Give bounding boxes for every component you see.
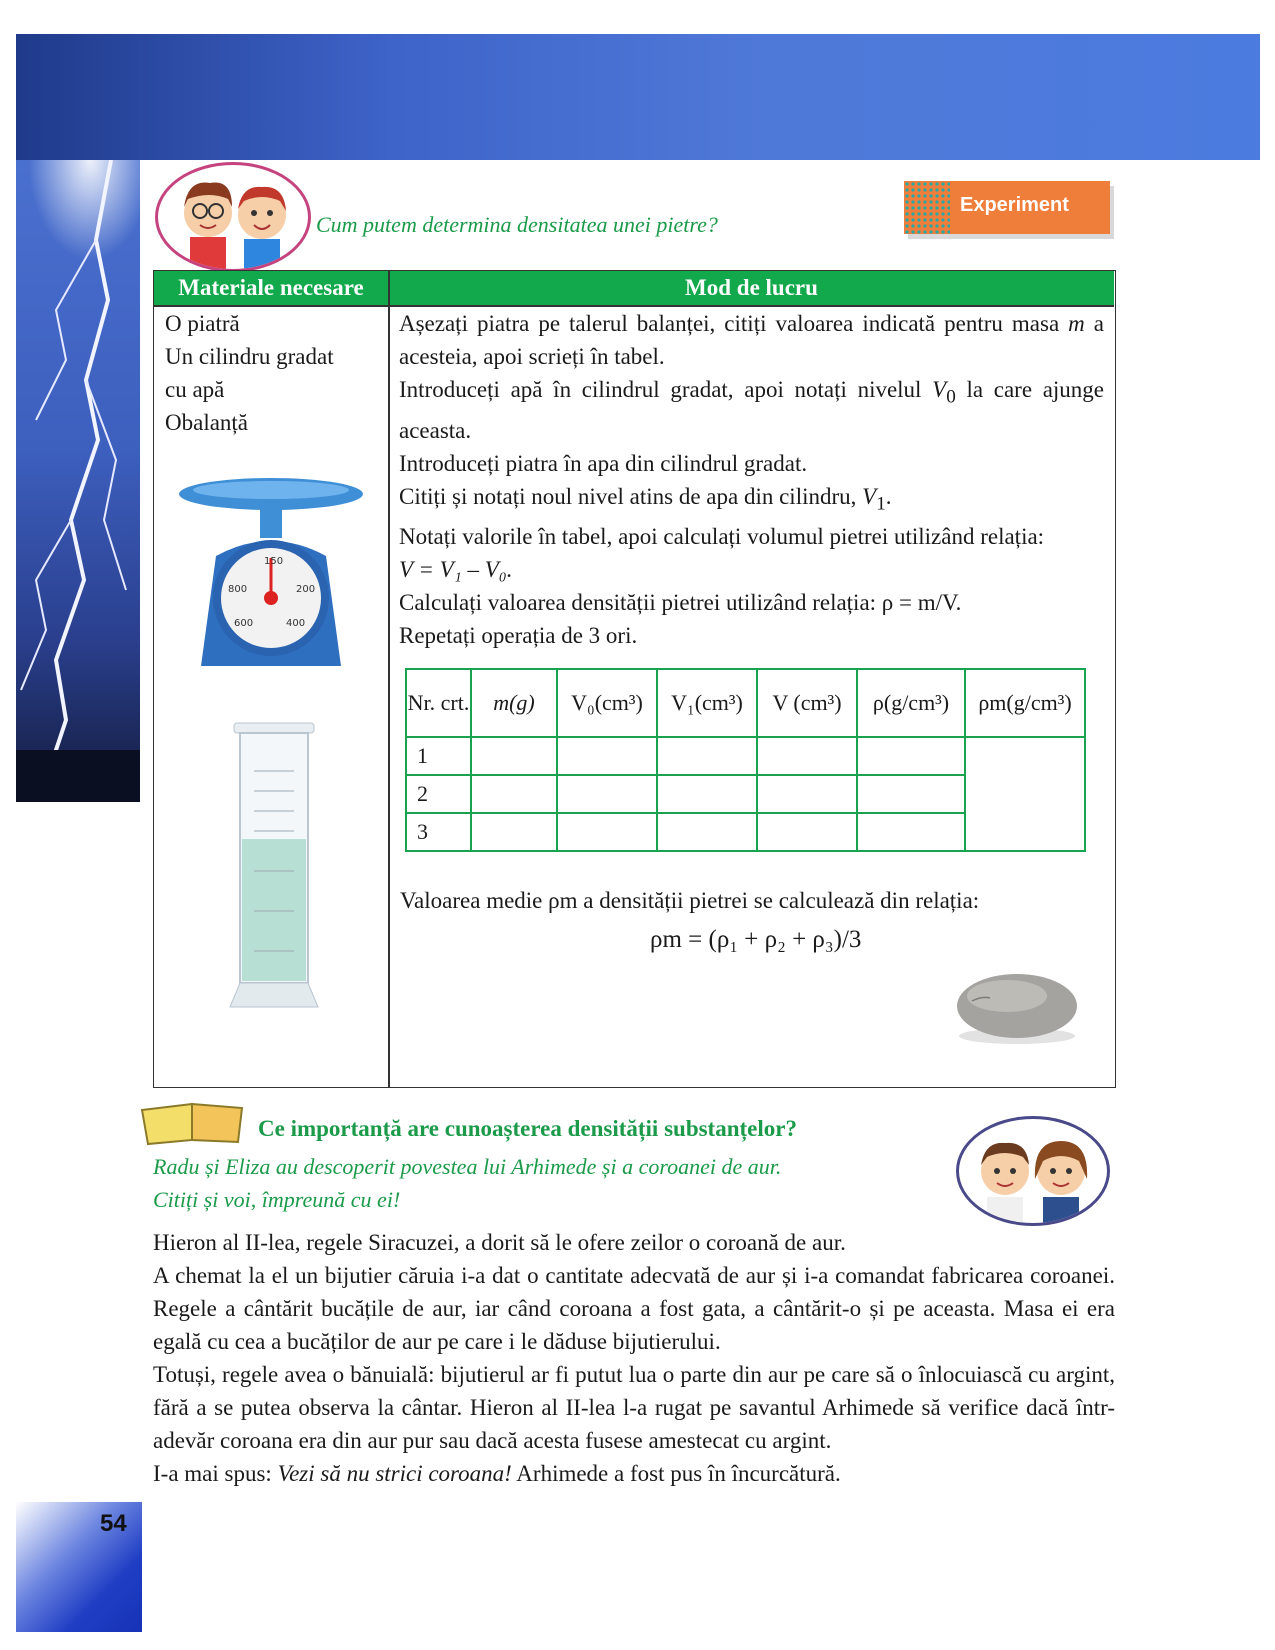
cell-empty[interactable] (857, 775, 965, 813)
story-p4-tail: Arhimede a fost pus în încurcătură. (516, 1461, 841, 1486)
step-7: Repetați operația de 3 ori. (399, 623, 638, 649)
material-item: cu apă (165, 377, 225, 402)
cell-empty[interactable] (557, 775, 657, 813)
row-number: 1 (406, 737, 471, 775)
table-row (406, 737, 1085, 775)
material-item: Un cilindru gradat (165, 344, 334, 369)
step-2b: la care ajunge aceasta. (399, 377, 1105, 443)
story-paragraph: A chemat la el un bijutier căruia i-a dat o cantitate adecvată de aur și i-a comandat fabricarea coroanei. Regele a cântărit bucățile de aur, iar când coroana a fost gata, a cântărit-o și pe aceasta. Masa ei era egală cu cea a bucăților de aur pe care i le dăduse bijutierului. (153, 1263, 1115, 1354)
cell-empty[interactable] (657, 737, 757, 775)
header-banner (16, 34, 1260, 160)
story-p4-lead: I-a mai spus: (153, 1461, 272, 1486)
step-1a: Așezați piatra pe talerul balanței, citiți valoarea indicată pentru masa (399, 311, 1060, 336)
cell-empty[interactable] (757, 737, 857, 775)
step-5-formula: V = V₁ – V₀. (399, 557, 513, 583)
cell-empty[interactable] (471, 813, 557, 851)
cell-empty[interactable] (557, 737, 657, 775)
lightning-icon (16, 160, 140, 802)
story-paragraph: Hieron al II-lea, regele Siracuzei, a dorit să le ofere zeilor o coroană de aur. (153, 1230, 846, 1255)
story-paragraph: Totuși, regele avea o bănuială: bijutierul ar fi putut lua o parte din aur pe care să o înlocuiască cu argint, fără a se putea observa la cântar. Hieron al II-lea l-a rugat pe savantul Arhimede să verifice dacă într-adevăr coroana era din aur pur sau dacă acesta fusese amestecat cu argint. (153, 1362, 1115, 1453)
intro-line-1: Radu și Eliza au descoperit povestea lui Arhimede și a coroanei de aur. (153, 1154, 782, 1179)
kids-illustration (155, 162, 311, 272)
cell-empty[interactable] (857, 737, 965, 775)
step-4: Citiți și notați noul nivel atins de apa din cilindru, (399, 483, 857, 509)
materials-header: Materiale necesare (154, 271, 388, 305)
intro-line-2: Citiți și voi, împreună cu ei! (153, 1187, 401, 1212)
material-item: O piatră (165, 311, 240, 336)
cell-empty[interactable] (557, 813, 657, 851)
scale-label: 800 (228, 584, 248, 595)
scale-label: 200 (296, 584, 316, 595)
section-question: Ce importanță are cunoașterea densității substanțelor? (258, 1116, 797, 1141)
cell-empty[interactable] (471, 737, 557, 775)
average-formula: ρm = (ρ₁ + ρ₂ + ρ₃)/3 (650, 926, 862, 953)
column-divider (388, 271, 390, 1087)
experiment-badge-label: Experiment (960, 194, 1069, 216)
col-v: V (cm³) (757, 669, 857, 737)
side-banner-lightning (16, 160, 140, 802)
col-rho: ρ(g/cm³) (857, 669, 965, 737)
cell-empty[interactable] (757, 775, 857, 813)
book-icon (138, 1100, 248, 1146)
story-text (153, 1226, 1115, 1490)
cell-empty[interactable] (471, 775, 557, 813)
col-mass: m(g) (471, 669, 557, 737)
cell-empty[interactable] (657, 775, 757, 813)
page-number: 54 (100, 1510, 127, 1537)
stone-icon (952, 966, 1082, 1046)
graduated-cylinder-icon (224, 721, 324, 1021)
step-1b: a acesteia, apoi scrieți în tabel. (399, 311, 1104, 369)
col-rho-mean: ρm(g/cm³) (965, 669, 1085, 737)
col-v0: V₀(cm³) (557, 669, 657, 737)
cell-mean[interactable] (965, 737, 1085, 851)
procedure-header: Mod de lucru (389, 271, 1114, 305)
average-description: Valoarea medie ρm a densității pietrei se calculează din relația: (400, 888, 980, 913)
col-nr: Nr. crt. (406, 669, 471, 737)
row-number: 3 (406, 813, 471, 851)
experiment-question: Cum putem determina densitatea unei pietre? (316, 212, 718, 237)
material-item: Obalanță (165, 410, 249, 435)
col-v1: V₁(cm³) (657, 669, 757, 737)
step-6: Calculați valoarea densității pietrei utilizând relația: ρ = m/V. (399, 590, 962, 616)
story-intro (153, 1150, 781, 1216)
step-2a: Introduceți apă în cilindrul gradat, apoi notați nivelul (399, 377, 922, 402)
cell-empty[interactable] (657, 813, 757, 851)
scale-label: 600 (234, 618, 254, 629)
story-paragraph (153, 1457, 1115, 1490)
results-header-row (406, 669, 1085, 737)
materials-list (165, 307, 334, 439)
scale-label: 400 (286, 618, 306, 629)
cell-empty[interactable] (757, 813, 857, 851)
cell-empty[interactable] (857, 813, 965, 851)
row-number: 2 (406, 775, 471, 813)
scale-icon (176, 476, 366, 691)
step-5: Notați valorile în tabel, apoi calculați volumul pietrei utilizând relația: (399, 524, 1045, 550)
scale-label: 150 (264, 556, 284, 567)
kids-illustration-2 (956, 1116, 1110, 1226)
step-3: Introduceți piatra în apa din cilindrul gradat. (399, 450, 808, 476)
results-table (405, 668, 1086, 852)
procedure-text: Așezați piatra pe talerul balanței, citiți valoarea indicată pentru masa m a acesteia, apoi scrieți în tabel. Introduceți apă în cilindrul gradat, apoi notați nivelul $V_0$ la care ajunge aceasta. Introduceți piatra în apa din cilindrul gradat. Citiți și notați noul nivel atins de apa din cilindru, $V_1$. Notați valorile în tabel, apoi calculați volumul pietrei utilizând relația: V = V₁ – V₀. Calculați valoarea densității pietrei utilizând relația: ρ = m/V. Repetați operația de 3 ori. (399, 307, 1104, 652)
story-p4-quote: Vezi să nu strici coroana! (277, 1461, 512, 1486)
dots-pattern (904, 181, 950, 234)
experiment-badge (904, 181, 1110, 234)
